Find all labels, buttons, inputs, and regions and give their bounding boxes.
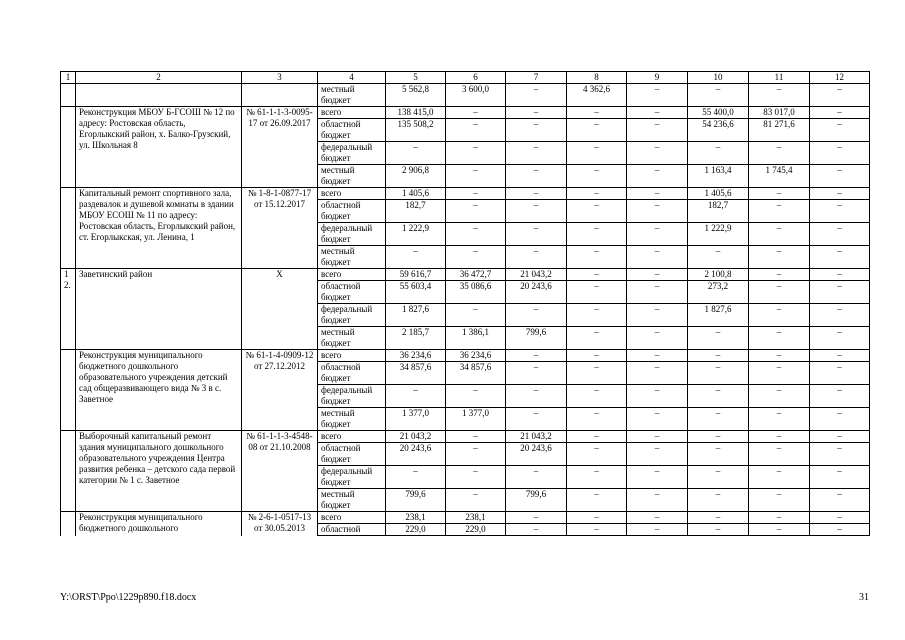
amount-cell: – xyxy=(627,165,688,188)
amount-cell: 35 086,6 xyxy=(446,281,506,304)
amount-cell: – xyxy=(627,443,688,466)
amount-cell: 21 043,2 xyxy=(506,269,567,281)
amount-cell: – xyxy=(506,200,567,223)
amount-cell: – xyxy=(446,489,506,512)
table-body xyxy=(61,72,870,536)
amount-cell: – xyxy=(386,385,446,408)
object-name-cell xyxy=(76,84,242,107)
amount-cell: 55 603,4 xyxy=(386,281,446,304)
amount-cell: – xyxy=(749,188,810,200)
funding-source-cell: всего xyxy=(318,107,386,119)
amount-cell: – xyxy=(688,512,749,524)
footer-file-path: Y:\ORST\Ppo\1229p890.f18.docx xyxy=(60,592,197,603)
amount-cell: – xyxy=(446,142,506,165)
amount-cell: – xyxy=(627,246,688,269)
amount-cell: 2 906,8 xyxy=(386,165,446,188)
amount-cell: – xyxy=(749,466,810,489)
amount-cell: – xyxy=(810,431,870,443)
amount-cell: – xyxy=(567,524,627,536)
amount-cell: 1 222,9 xyxy=(386,223,446,246)
row-number-cell xyxy=(61,512,76,536)
amount-cell: 34 857,6 xyxy=(386,362,446,385)
amount-cell: – xyxy=(688,524,749,536)
amount-cell: – xyxy=(627,269,688,281)
amount-cell: – xyxy=(627,466,688,489)
amount-cell: – xyxy=(749,304,810,327)
amount-cell: – xyxy=(446,246,506,269)
amount-cell: – xyxy=(688,385,749,408)
amount-cell: – xyxy=(506,119,567,142)
amount-cell: – xyxy=(567,304,627,327)
amount-cell: – xyxy=(749,246,810,269)
amount-cell: – xyxy=(627,84,688,107)
expertise-number-cell: № 2-6-1-0517-13 от 30.05.2013 xyxy=(242,512,318,536)
amount-cell: – xyxy=(567,512,627,524)
table-row xyxy=(61,107,870,119)
table-row xyxy=(61,188,870,200)
amount-cell: – xyxy=(749,350,810,362)
amount-cell: – xyxy=(810,350,870,362)
amount-cell: – xyxy=(749,200,810,223)
amount-cell: – xyxy=(567,281,627,304)
amount-cell: – xyxy=(749,142,810,165)
amount-cell: – xyxy=(810,489,870,512)
object-name-cell: Выборочный капитальный ремонт здания муниципального дошкольного образовательного учреждения Центра развития ребенка – детского сада первой категории № 1 с. Заветное xyxy=(76,431,242,512)
amount-cell: – xyxy=(688,246,749,269)
amount-cell: 1 405,6 xyxy=(688,188,749,200)
amount-cell: – xyxy=(688,327,749,350)
expertise-number-cell: № 61-1-4-0909-12 от 27.12.2012 xyxy=(242,350,318,431)
amount-cell: – xyxy=(810,304,870,327)
amount-cell: – xyxy=(688,466,749,489)
amount-cell: – xyxy=(567,142,627,165)
amount-cell: – xyxy=(627,304,688,327)
amount-cell: – xyxy=(810,443,870,466)
funding-source-cell: всего xyxy=(318,512,386,524)
expertise-number-cell xyxy=(242,84,318,107)
amount-cell: 81 271,6 xyxy=(749,119,810,142)
amount-cell: – xyxy=(567,107,627,119)
funding-source-cell: областной бюджет xyxy=(318,443,386,466)
amount-cell: – xyxy=(749,408,810,431)
amount-cell: – xyxy=(688,431,749,443)
amount-cell: – xyxy=(749,223,810,246)
amount-cell: 1 745,4 xyxy=(749,165,810,188)
column-number-cell: 8 xyxy=(567,72,627,84)
column-number-cell: 1 xyxy=(61,72,76,84)
amount-cell: 21 043,2 xyxy=(386,431,446,443)
table-row xyxy=(61,431,870,443)
amount-cell: – xyxy=(627,281,688,304)
amount-cell: – xyxy=(506,350,567,362)
amount-cell: – xyxy=(749,512,810,524)
funding-source-cell: областной бюджет xyxy=(318,281,386,304)
amount-cell: – xyxy=(688,142,749,165)
amount-cell: 4 362,6 xyxy=(567,84,627,107)
expertise-number-cell: Х xyxy=(242,269,318,350)
funding-source-cell: всего xyxy=(318,269,386,281)
amount-cell: – xyxy=(446,223,506,246)
amount-cell: – xyxy=(506,524,567,536)
funding-source-cell: федеральный бюджет xyxy=(318,142,386,165)
amount-cell: 54 236,6 xyxy=(688,119,749,142)
amount-cell: – xyxy=(567,269,627,281)
amount-cell: – xyxy=(567,165,627,188)
funding-source-cell: местный бюджет xyxy=(318,327,386,350)
amount-cell: – xyxy=(627,107,688,119)
amount-cell: 2 185,7 xyxy=(386,327,446,350)
amount-cell: 36 234,6 xyxy=(446,350,506,362)
amount-cell: – xyxy=(810,142,870,165)
amount-cell: – xyxy=(810,281,870,304)
amount-cell: – xyxy=(688,84,749,107)
amount-cell: 182,7 xyxy=(386,200,446,223)
amount-cell: – xyxy=(386,142,446,165)
row-number-cell xyxy=(61,107,76,188)
amount-cell: – xyxy=(627,524,688,536)
amount-cell: 238,1 xyxy=(386,512,446,524)
funding-source-cell: областной бюджет xyxy=(318,119,386,142)
amount-cell: – xyxy=(506,512,567,524)
amount-cell: – xyxy=(506,466,567,489)
funding-source-cell: местный бюджет xyxy=(318,246,386,269)
row-number-cell xyxy=(61,188,76,269)
funding-source-cell: областной бюджет xyxy=(318,362,386,385)
column-number-cell: 7 xyxy=(506,72,567,84)
amount-cell: 1 222,9 xyxy=(688,223,749,246)
amount-cell: – xyxy=(506,304,567,327)
amount-cell: – xyxy=(567,119,627,142)
amount-cell: – xyxy=(567,443,627,466)
amount-cell: – xyxy=(567,466,627,489)
amount-cell: – xyxy=(688,350,749,362)
amount-cell: – xyxy=(627,408,688,431)
row-number-cell xyxy=(61,431,76,512)
amount-cell: 59 616,7 xyxy=(386,269,446,281)
amount-cell: – xyxy=(627,512,688,524)
amount-cell: – xyxy=(506,84,567,107)
amount-cell: – xyxy=(810,408,870,431)
amount-cell: 1 827,6 xyxy=(688,304,749,327)
amount-cell: – xyxy=(749,362,810,385)
footer-page-number: 31 xyxy=(859,592,869,603)
column-number-cell: 12 xyxy=(810,72,870,84)
amount-cell: – xyxy=(810,385,870,408)
funding-source-cell: областной xyxy=(318,524,386,536)
funding-source-cell: всего xyxy=(318,431,386,443)
amount-cell: – xyxy=(506,165,567,188)
object-name-cell: Реконструкция муниципального бюджетного дошкольного образовательного учреждения детский сад общеразвивающего вида № 3 в с. Заветное xyxy=(76,350,242,431)
amount-cell: – xyxy=(506,362,567,385)
column-number-cell: 11 xyxy=(749,72,810,84)
amount-cell: 1 377,0 xyxy=(446,408,506,431)
amount-cell: – xyxy=(749,443,810,466)
amount-cell: 36 234,6 xyxy=(386,350,446,362)
amount-cell: – xyxy=(567,200,627,223)
amount-cell: – xyxy=(810,466,870,489)
amount-cell: – xyxy=(567,362,627,385)
amount-cell: – xyxy=(446,119,506,142)
amount-cell: – xyxy=(749,385,810,408)
amount-cell: – xyxy=(506,223,567,246)
budget-table xyxy=(60,71,870,536)
amount-cell: – xyxy=(567,350,627,362)
amount-cell: – xyxy=(749,281,810,304)
column-number-cell: 6 xyxy=(446,72,506,84)
amount-cell: – xyxy=(810,524,870,536)
funding-source-cell: областной бюджет xyxy=(318,200,386,223)
amount-cell: 3 600,0 xyxy=(446,84,506,107)
column-number-cell: 3 xyxy=(242,72,318,84)
amount-cell: 1 405,6 xyxy=(386,188,446,200)
amount-cell: – xyxy=(627,188,688,200)
amount-cell: – xyxy=(627,362,688,385)
amount-cell: – xyxy=(567,246,627,269)
funding-source-cell: местный бюджет xyxy=(318,84,386,107)
amount-cell: – xyxy=(810,165,870,188)
amount-cell: 20 243,6 xyxy=(386,443,446,466)
amount-cell: – xyxy=(567,188,627,200)
amount-cell: – xyxy=(810,362,870,385)
amount-cell: – xyxy=(810,512,870,524)
table-row xyxy=(61,512,870,524)
amount-cell: 1 377,0 xyxy=(386,408,446,431)
amount-cell: 135 508,2 xyxy=(386,119,446,142)
amount-cell: 799,6 xyxy=(506,489,567,512)
amount-cell: 34 857,6 xyxy=(446,362,506,385)
amount-cell: – xyxy=(567,385,627,408)
table-row xyxy=(61,350,870,362)
amount-cell: – xyxy=(506,142,567,165)
amount-cell: – xyxy=(810,269,870,281)
amount-cell: – xyxy=(446,443,506,466)
amount-cell: 238,1 xyxy=(446,512,506,524)
object-name-cell: Капитальный ремонт спортивного зала, раздевалок и душевой комнаты в здании МБОУ ЕСОШ № 11 по адресу: Ростовская область, Егорлыкский район, ст. Егорлыкская, ул. Ленина, 1 xyxy=(76,188,242,269)
amount-cell: – xyxy=(446,165,506,188)
amount-cell: – xyxy=(446,304,506,327)
column-number-cell: 5 xyxy=(386,72,446,84)
funding-source-cell: местный бюджет xyxy=(318,489,386,512)
expertise-number-cell: № 61-1-1-3-4548-08 от 21.10.2008 xyxy=(242,431,318,512)
amount-cell: – xyxy=(567,431,627,443)
expertise-number-cell: № 1-8-1-0877-17 от 15.12.2017 xyxy=(242,188,318,269)
column-number-row xyxy=(61,72,870,84)
column-number-cell: 9 xyxy=(627,72,688,84)
amount-cell: 1 827,6 xyxy=(386,304,446,327)
amount-cell: 1 386,1 xyxy=(446,327,506,350)
amount-cell: 273,2 xyxy=(688,281,749,304)
amount-cell: – xyxy=(810,200,870,223)
amount-cell: – xyxy=(749,431,810,443)
amount-cell: – xyxy=(567,489,627,512)
amount-cell: – xyxy=(749,524,810,536)
amount-cell: 2 100,8 xyxy=(688,269,749,281)
amount-cell: 138 415,0 xyxy=(386,107,446,119)
amount-cell: – xyxy=(506,107,567,119)
amount-cell: – xyxy=(446,107,506,119)
amount-cell: – xyxy=(810,107,870,119)
amount-cell: – xyxy=(810,119,870,142)
amount-cell: – xyxy=(386,246,446,269)
amount-cell: – xyxy=(627,327,688,350)
amount-cell: – xyxy=(627,200,688,223)
row-number-cell xyxy=(61,84,76,107)
amount-cell: – xyxy=(446,188,506,200)
amount-cell: – xyxy=(627,431,688,443)
column-number-cell: 2 xyxy=(76,72,242,84)
funding-source-cell: федеральный бюджет xyxy=(318,223,386,246)
amount-cell: – xyxy=(688,489,749,512)
amount-cell: – xyxy=(627,489,688,512)
table-row xyxy=(61,84,870,107)
amount-cell: – xyxy=(810,84,870,107)
amount-cell: – xyxy=(506,408,567,431)
funding-source-cell: местный бюджет xyxy=(318,408,386,431)
table-row xyxy=(61,269,870,281)
object-name-cell: Заветинский район xyxy=(76,269,242,350)
funding-source-cell: федеральный бюджет xyxy=(318,385,386,408)
amount-cell: – xyxy=(506,246,567,269)
amount-cell: 182,7 xyxy=(688,200,749,223)
amount-cell: 1 163,4 xyxy=(688,165,749,188)
amount-cell: – xyxy=(688,408,749,431)
amount-cell: – xyxy=(567,327,627,350)
amount-cell: – xyxy=(446,385,506,408)
funding-source-cell: федеральный бюджет xyxy=(318,466,386,489)
funding-source-cell: всего xyxy=(318,350,386,362)
column-number-cell: 4 xyxy=(318,72,386,84)
expertise-number-cell: № 61-1-1-3-0095-17 от 26.09.2017 xyxy=(242,107,318,188)
amount-cell: – xyxy=(749,269,810,281)
amount-cell: – xyxy=(446,200,506,223)
amount-cell: – xyxy=(567,223,627,246)
amount-cell: 799,6 xyxy=(506,327,567,350)
amount-cell: – xyxy=(749,327,810,350)
amount-cell: – xyxy=(386,466,446,489)
object-name-cell: Реконструкция муниципального бюджетного дошкольного xyxy=(76,512,242,536)
amount-cell: – xyxy=(506,385,567,408)
amount-cell: – xyxy=(688,443,749,466)
row-number-cell xyxy=(61,350,76,431)
amount-cell: 20 243,6 xyxy=(506,443,567,466)
amount-cell: – xyxy=(627,223,688,246)
row-number-cell: 12. xyxy=(61,269,76,350)
amount-cell: 36 472,7 xyxy=(446,269,506,281)
amount-cell: 229,0 xyxy=(386,524,446,536)
amount-cell: – xyxy=(506,188,567,200)
amount-cell: – xyxy=(810,246,870,269)
amount-cell: – xyxy=(749,489,810,512)
amount-cell: 799,6 xyxy=(386,489,446,512)
amount-cell: – xyxy=(627,119,688,142)
amount-cell: – xyxy=(810,327,870,350)
document-page xyxy=(60,71,869,536)
amount-cell: 21 043,2 xyxy=(506,431,567,443)
amount-cell: – xyxy=(627,385,688,408)
amount-cell: – xyxy=(810,223,870,246)
amount-cell: – xyxy=(567,408,627,431)
funding-source-cell: местный бюджет xyxy=(318,165,386,188)
amount-cell: – xyxy=(627,350,688,362)
amount-cell: – xyxy=(810,188,870,200)
column-number-cell: 10 xyxy=(688,72,749,84)
amount-cell: 229,0 xyxy=(446,524,506,536)
funding-source-cell: федеральный бюджет xyxy=(318,304,386,327)
amount-cell: 83 017,0 xyxy=(749,107,810,119)
amount-cell: – xyxy=(749,84,810,107)
amount-cell: 55 400,0 xyxy=(688,107,749,119)
amount-cell: – xyxy=(627,142,688,165)
amount-cell: – xyxy=(446,466,506,489)
amount-cell: – xyxy=(688,362,749,385)
funding-source-cell: всего xyxy=(318,188,386,200)
amount-cell: – xyxy=(446,431,506,443)
amount-cell: 5 562,8 xyxy=(386,84,446,107)
amount-cell: 20 243,6 xyxy=(506,281,567,304)
object-name-cell: Реконструкция МБОУ Б-ГСОШ № 12 по адресу: Ростовская область, Егорлыкский район, х. Балко-Грузский, ул. Школьная 8 xyxy=(76,107,242,188)
